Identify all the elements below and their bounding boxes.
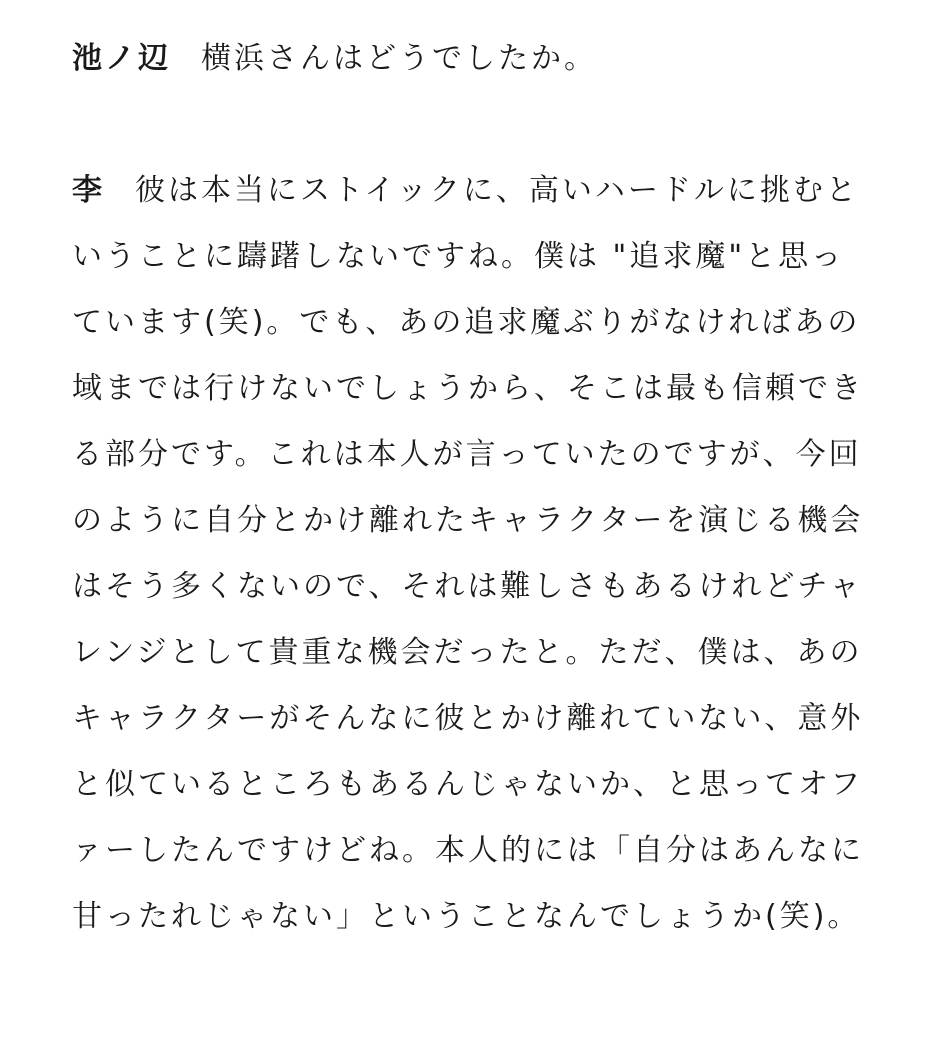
paragraph-text: 横浜さんはどうでしたか。 <box>201 41 597 76</box>
paragraph-interviewer <box>72 26 872 92</box>
paragraph-text: 彼は本当にストイックに、高いハードルに挑むということに躊躇しないですね。僕は "追求魔"と思っています(笑)。でも、あの追求魔ぶりがなければあの域までは行けないでしょうから、そこは最も信頼できる部分です。これは本人が言っていたのですが、今回のように自分とかけ離れたキャラクターを演じる機会はそう多くないので、それは難しさもあるけれどチャレンジとして貴重な機会だったと。ただ、僕は、あのキャラクターがそんなに彼とかけ離れていない、意外と似ているところもあるんじゃないか、と思ってオファーしたんですけどね。本人的には「自分はあんなに甘ったれじゃない」ということなんでしょうか(笑)。 <box>72 173 864 934</box>
paragraph-answer <box>72 158 872 950</box>
interview-text <box>72 26 872 950</box>
speaker-name: 李 <box>72 173 105 208</box>
speaker-name: 池ノ辺 <box>72 41 171 76</box>
